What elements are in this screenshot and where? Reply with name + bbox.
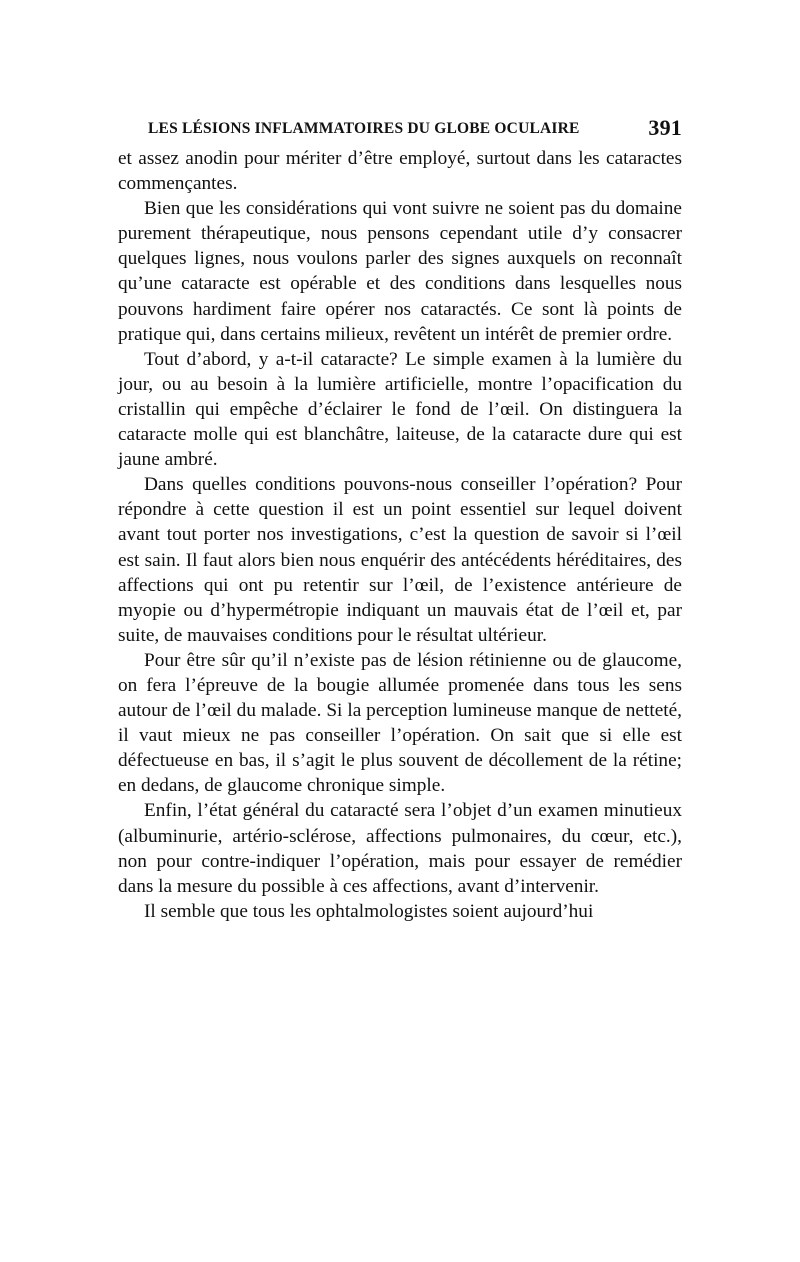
running-title: LES LÉSIONS INFLAMMATOIRES DU GLOBE OCULAIRE: [148, 120, 580, 137]
paragraph: Il semble que tous les ophtalmologistes soient aujourd’hui: [144, 900, 594, 922]
paragraph: Tout d’abord, y a-t-il cataracte? Le simple examen à la lumière du jour, ou au besoin à la lumière artificielle, montre l’opacification du cristallin qui empêche d’éclairer le fond de l’œil. On distinguera la cataracte molle qui est blanchâtre, laiteuse, de la cataracte dure qui est jaune ambré.: [118, 348, 682, 471]
running-header: [118, 112, 682, 146]
paragraph: Pour être sûr qu’il n’existe pas de lésion rétinienne ou de glaucome, on fera l’épreuve de la bougie allumée promenée dans tous les sens autour de l’œil du malade. Si la perception lumineuse manque de netteté, il vaut mieux ne pas conseiller l’opération. On sait que si elle est défectueuse en bas, il s’agit le plus souvent de décollement de la rétine; en dedans, de glaucome chronique simple.: [118, 649, 682, 797]
paragraph: Enfin, l’état général du cataracté sera l’objet d’un examen minutieux (albuminurie, artério-sclérose, affections pulmonaires, du cœur, etc.), non pour contre-indiquer l’opération, mais pour essayer de remédier dans la mesure du possible à ces affections, avant d’intervenir.: [118, 800, 682, 897]
body-text: [118, 146, 682, 924]
paragraph: Bien que les considérations qui vont suivre ne soient pas du domaine purement thérapeutique, nous pensons cependant utile d’y consacrer quelques lignes, nous voulons parler des signes auxquels on reconnaît qu’une cataracte est opérable et des conditions dans lesquelles nous pouvons hardiment faire opérer nos cataractés. Ce sont là points de pratique qui, dans certains milieux, revêtent un intérêt de premier ordre.: [118, 198, 682, 345]
paragraph: Dans quelles conditions pouvons-nous conseiller l’opération? Pour répondre à cette question il est un point essentiel sur lequel doivent avant tout porter nos investigations, c’est la question de savoir si l’œil est sain. Il faut alors bien nous enquérir des antécédents héréditaires, des affections qui ont pu retentir sur l’œil, de l’existence antérieure de myopie ou d’hypermétropie indiquant un mauvais état de l’œil et, par suite, de mauvaises conditions pour le résultat ultérieur.: [118, 474, 682, 646]
book-page: [118, 112, 682, 924]
page-number: 391: [648, 115, 682, 140]
paragraph-continued: et assez anodin pour mériter d’être employé, surtout dans les cataractes commençantes.: [118, 148, 682, 195]
